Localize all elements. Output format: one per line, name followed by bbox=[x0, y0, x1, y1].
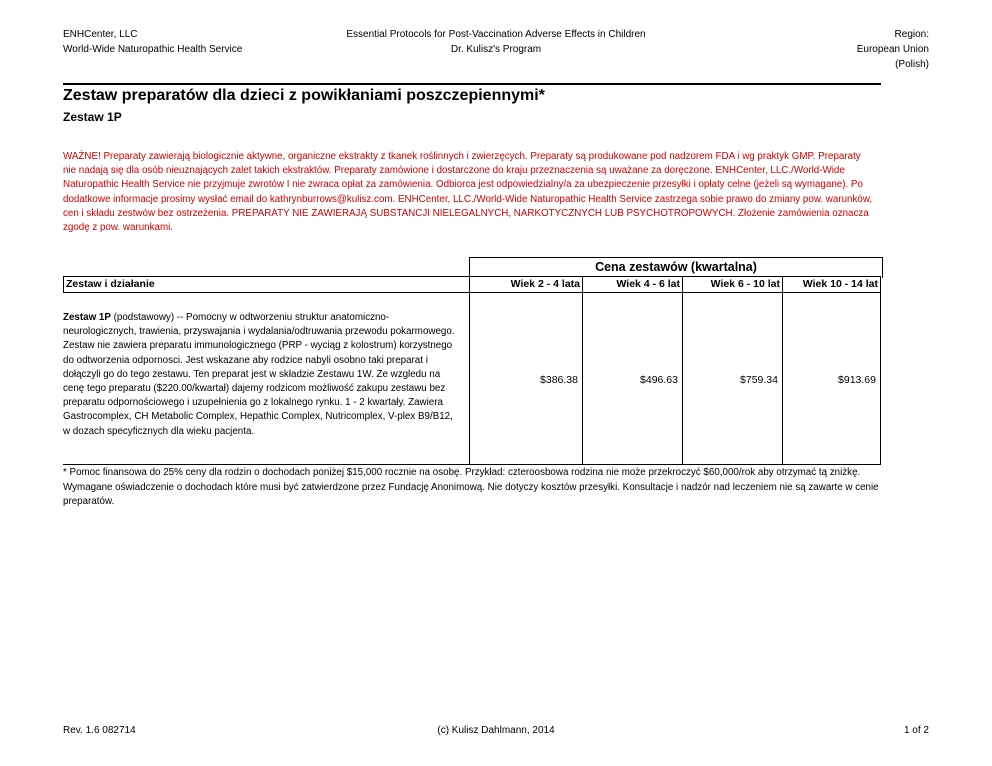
company-service: World-Wide Naturopathic Health Service bbox=[63, 44, 243, 55]
price-cell-age-10-14 bbox=[782, 293, 881, 465]
copyright: (c) Kulisz Dahlmann, 2014 bbox=[437, 725, 555, 736]
column-header-age-10-14: Wiek 10 - 14 lat bbox=[782, 276, 881, 293]
column-header-age-6-10: Wiek 6 - 10 lat bbox=[682, 276, 783, 293]
header-company bbox=[63, 27, 242, 57]
company-name: ENHCenter, LLC bbox=[63, 29, 138, 40]
header-region bbox=[857, 27, 929, 72]
kit-details: (podstawowy) -- Pomocny w odtworzeniu struktur anatomiczno-neurologicznych, trawienia, przyswajania i wydalania/odtruwania przewodu pokarmowego. Zestaw nie zawiera preparatu immunologicznego (PRP - wyciąg z kolostrum) korzystnego do odtworzenia odpornosci. Jest wskazane aby rodzice nabyli osobno taki preparat i dołączyli go do tego zestawu. Ten preparat jest w składzie Zestawu 1W. Ze wzgledu na cenę tego preparatu ($220.00/kwartał) dajemy rodzicom możliwość zakupu zestawu bez preparatu odpornościowego i uzupełnienia go z lokalnego rynku. 1 - 2 kwartały. Zawiera Gastrocomplex, CH Metabolic Complex, Hepathic Complex, Nutricomplex, V-plex B9/B12, w dozach specyficznych dla wieku pacjenta. bbox=[63, 312, 455, 437]
price-cell-age-4-6 bbox=[582, 293, 683, 465]
kit-name: Zestaw 1P bbox=[63, 312, 111, 323]
region-language: (Polish) bbox=[895, 59, 929, 70]
column-header-age-4-6: Wiek 4 - 6 lat bbox=[582, 276, 683, 293]
header-divider bbox=[63, 83, 881, 85]
price-value: $386.38 bbox=[540, 374, 578, 386]
price-cell-age-2-4 bbox=[469, 293, 583, 465]
price-cell-age-6-10 bbox=[682, 293, 783, 465]
kit-description-cell bbox=[63, 293, 470, 465]
column-header-age-2-4: Wiek 2 - 4 lata bbox=[469, 276, 583, 293]
price-value: $913.69 bbox=[838, 374, 876, 386]
page-subtitle: Zestaw 1P bbox=[63, 110, 122, 124]
region-value: European Union bbox=[856, 44, 929, 55]
important-notice: WAŻNE! Preparaty zawierają biologicznie aktywne, organiczne ekstrakty z tkanek roślinnych i zwierzęcych. Preparaty są produkowane pod nadzorem FDA i wg praktyk GMP. Preparaty nie nadają się dla osób nieuznających zalet takich ekstraktów. Preparaty zamówione i dostarczone do kraju przeznaczenia są uważane za doręczone. ENHCenter, LLC./World-Wide Naturopathic Health Service nie przyjmuje zwrotów I nie zwraca opłat za zamówienia. Odbiorca jest odpowiedzialny/a za ubezpieczenie przesyłki i opłaty celne (jeżeli są wymagane). Po dodatkowe informacje prosimy wysłać email do kathrynburrows@kulisz.com. ENHCenter, LLC./World-Wide Naturopathic Health Service zastrzega sobie prawo do zmiany pow. warunków, cen i składu zestwów bez ostrzeżenia. PREPARATY NIE ZAWIERAJĄ SUBSTANCJI NIELEGALNYCH, NARKOTYCZNYCH LUB PSYCHOTROPOWYCH. Złożenie zamówienia oznacza zgodę z pow. warunkami. bbox=[63, 151, 873, 234]
price-value: $759.34 bbox=[740, 374, 778, 386]
financial-aid-footnote: * Pomoc finansowa do 25% ceny dla rodzin o dochodach poniżej $15,000 rocznie na osobę. Przykład: czteroosbowa rodzina nie może przekroczyć $60,000/rok aby otrzymać tą zniżkę. Wymagane oświadczenie o dochodach które musi być zatwierdzone przez Fundację Anonimową. Nie dotyczy kosztów przesyłki. Konsultacje i nadzór nad leczeniem nie są zawarte w cenie preparatów. bbox=[63, 467, 879, 507]
price-value: $496.63 bbox=[640, 374, 678, 386]
region-label: Region: bbox=[894, 29, 929, 40]
document-title: Essential Protocols for Post-Vaccination Adverse Effects in Children bbox=[346, 29, 646, 40]
kit-description bbox=[63, 311, 458, 439]
column-header-kit: Zestaw i działanie bbox=[63, 276, 470, 293]
header-document bbox=[280, 27, 712, 57]
revision-label: Rev. 1.6 082714 bbox=[63, 725, 136, 736]
price-group-header: Cena zestawów (kwartalna) bbox=[469, 257, 883, 278]
program-name: Dr. Kulisz's Program bbox=[450, 44, 542, 55]
page-title: Zestaw preparatów dla dzieci z powikłaniami poszczepiennymi* bbox=[63, 87, 545, 104]
page-number: 1 of 2 bbox=[903, 725, 929, 736]
